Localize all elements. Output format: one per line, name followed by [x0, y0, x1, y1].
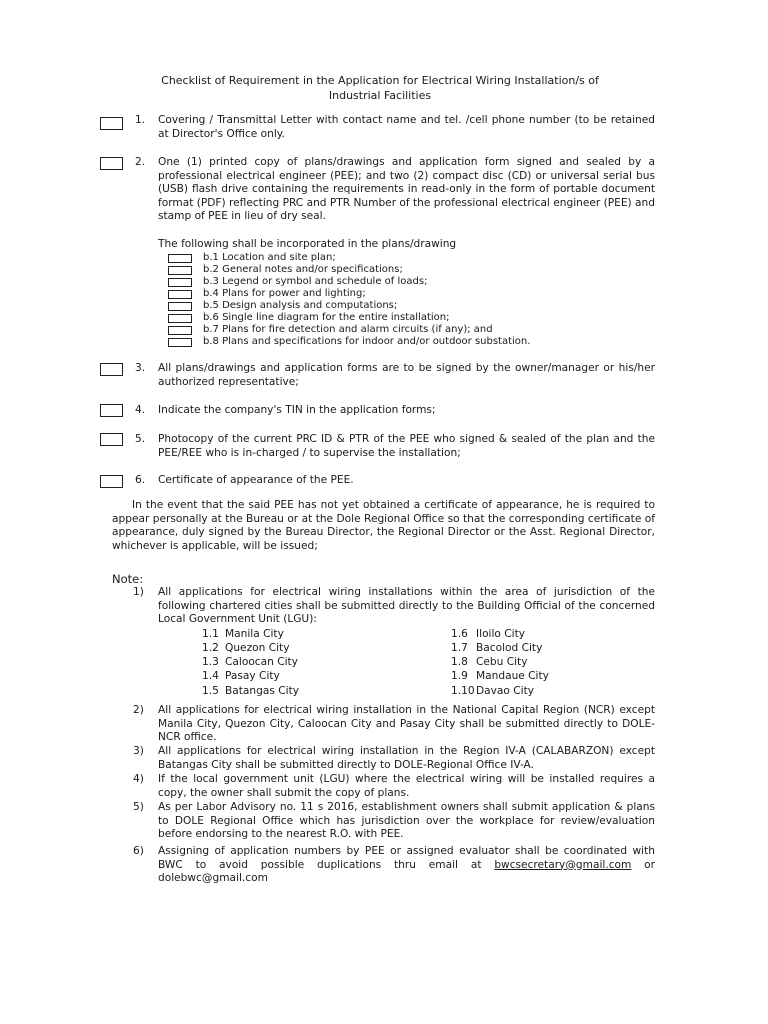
item-4-number: 4. — [135, 404, 146, 416]
item-4-text: Indicate the company's TIN in the application forms; — [158, 404, 436, 416]
subitem-b8: b.8 Plans and specifications for indoor and/or outdoor substation. — [203, 336, 531, 347]
item-1-checkbox[interactable] — [100, 117, 123, 130]
note-4-number: 4) — [133, 773, 144, 785]
certificate-appearance-paragraph: In the event that the said PEE has not yet obtained a certificate of appearance, he is required to appear personally at the Bureau or at the Dole Regional Office so that the corresponding certificate of appearance, duly signed by the Bureau Director, the Regional Director or the Asst. Regional Director, whichever is applicable, will be issued; — [112, 499, 655, 552]
item-3-number: 3. — [135, 362, 146, 374]
city-caloocan: Caloocan City — [225, 656, 298, 668]
email-link-bwcsecretary[interactable]: bwcsecretary@gmail.com — [494, 858, 632, 871]
city-pasay: Pasay City — [225, 670, 280, 682]
subitem-b7-checkbox[interactable] — [168, 326, 192, 335]
city-num-1-1: 1.1 — [202, 628, 219, 640]
subitem-b7: b.7 Plans for fire detection and alarm circuits (if any); and — [203, 324, 493, 335]
city-num-1-2: 1.2 — [202, 642, 219, 654]
item-3-checkbox[interactable] — [100, 363, 123, 376]
city-manila: Manila City — [225, 628, 284, 640]
item-1-text: Covering / Transmittal Letter with contact name and tel. /cell phone number (to be retained at Director's Office only. — [158, 114, 655, 140]
subitem-b1-checkbox[interactable] — [168, 254, 192, 263]
note-3-text: All applications for electrical wiring installation in the Region IV-A (CALABARZON) except Batangas City shall be submitted directly to DOLE-Regional Office IV-A. — [158, 745, 655, 771]
note-label: Note: — [112, 572, 144, 586]
city-num-1-8: 1.8 — [451, 656, 468, 668]
note-2-number: 2) — [133, 704, 144, 716]
note-3-number: 3) — [133, 745, 144, 757]
item-6-number: 6. — [135, 474, 146, 486]
city-num-1-7: 1.7 — [451, 642, 468, 654]
item-4-checkbox[interactable] — [100, 404, 123, 417]
note-4-text: If the local government unit (LGU) where the electrical wiring will be installed requires a copy, the owner shall submit the copy of plans. — [158, 773, 655, 799]
subitem-b3-checkbox[interactable] — [168, 278, 192, 287]
city-bacolod: Bacolod City — [476, 642, 543, 654]
item-6-text: Certificate of appearance of the PEE. — [158, 474, 354, 486]
email-dolebwc: dolebwc@gmail.com — [158, 872, 268, 885]
item-2-number: 2. — [135, 156, 146, 168]
subitem-b6: b.6 Single line diagram for the entire installation; — [203, 312, 450, 323]
city-iloilo: Iloilo City — [476, 628, 526, 640]
item-3-text: All plans/drawings and application forms are to be signed by the owner/manager or his/her authorized representative; — [158, 362, 655, 388]
note-5-number: 5) — [133, 801, 144, 813]
subitem-b1: b.1 Location and site plan; — [203, 252, 336, 263]
city-cebu: Cebu City — [476, 656, 528, 668]
city-num-1-5: 1.5 — [202, 685, 219, 697]
note-6-text-mid: or — [644, 858, 656, 871]
subitem-b5: b.5 Design analysis and computations; — [203, 300, 398, 311]
title-line-2: Industrial Facilities — [328, 89, 432, 102]
city-num-1-10: 1.10 — [451, 685, 475, 697]
subitem-b5-checkbox[interactable] — [168, 302, 192, 311]
note-5-text: As per Labor Advisory no. 11 s 2016, establishment owners shall submit application & plans to DOLE Regional Office which has jurisdiction over the workplace for review/evaluation before endorsing to the nearest R.O. with PEE. — [158, 801, 655, 841]
city-num-1-9: 1.9 — [451, 670, 468, 682]
city-davao: Davao City — [476, 685, 535, 697]
note-1-text: All applications for electrical wiring installations within the area of jurisdiction of the following chartered cities shall be submitted directly to the Building Official of the concerned Local Government Unit (LGU): — [158, 586, 655, 626]
subitem-b4-checkbox[interactable] — [168, 290, 192, 299]
item-1-number: 1. — [135, 114, 146, 126]
title-line-1: Checklist of Requirement in the Application for Electrical Wiring Installation/s of — [161, 74, 599, 87]
item-5-text: Photocopy of the current PRC ID & PTR of the PEE who signed & sealed of the plan and the PEE/REE who is in-charged / to supervise the installation; — [158, 433, 655, 459]
note-6-number: 6) — [133, 845, 144, 857]
city-num-1-3: 1.3 — [202, 656, 219, 668]
city-batangas: Batangas City — [225, 685, 299, 697]
note-2-text: All applications for electrical wiring installation in the National Capital Region (NCR) except Manila City, Quezon City, Caloocan City and Pasay City shall be submitted directly to DOLE-NCR office. — [158, 704, 655, 744]
note-1-number: 1) — [133, 586, 144, 598]
note-6-text — [158, 845, 655, 886]
item-5-number: 5. — [135, 433, 146, 445]
city-num-1-6: 1.6 — [451, 628, 468, 640]
item-2-checkbox[interactable] — [100, 157, 123, 170]
city-num-1-4: 1.4 — [202, 670, 219, 682]
subitem-b6-checkbox[interactable] — [168, 314, 192, 323]
item-2-text: One (1) printed copy of plans/drawings and application form signed and sealed by a professional electrical engineer (PEE); and two (2) compact disc (CD) or universal serial bus (USB) flash drive containing the requirements in read-only in the form of portable document format (PDF) reflecting PRC and PTR Number of the professional electrical engineer (PEE) and stamp of PEE in lieu of dry seal. — [158, 156, 655, 223]
subitem-b2: b.2 General notes and/or specifications; — [203, 264, 403, 275]
document-title — [100, 73, 660, 103]
subitem-b2-checkbox[interactable] — [168, 266, 192, 275]
item-6-checkbox[interactable] — [100, 475, 123, 488]
city-quezon: Quezon City — [225, 642, 290, 654]
item-5-checkbox[interactable] — [100, 433, 123, 446]
note-6-text-before: Assigning of application numbers by PEE or assigned evaluator shall be coordinated with BWC to avoid possible duplications thru email at — [158, 845, 655, 871]
subitem-b8-checkbox[interactable] — [168, 338, 192, 347]
city-mandaue: Mandaue City — [476, 670, 549, 682]
plans-subheading: The following shall be incorporated in the plans/drawing — [158, 238, 457, 250]
subitem-b3: b.3 Legend or symbol and schedule of loads; — [203, 276, 428, 287]
subitem-b4: b.4 Plans for power and lighting; — [203, 288, 366, 299]
